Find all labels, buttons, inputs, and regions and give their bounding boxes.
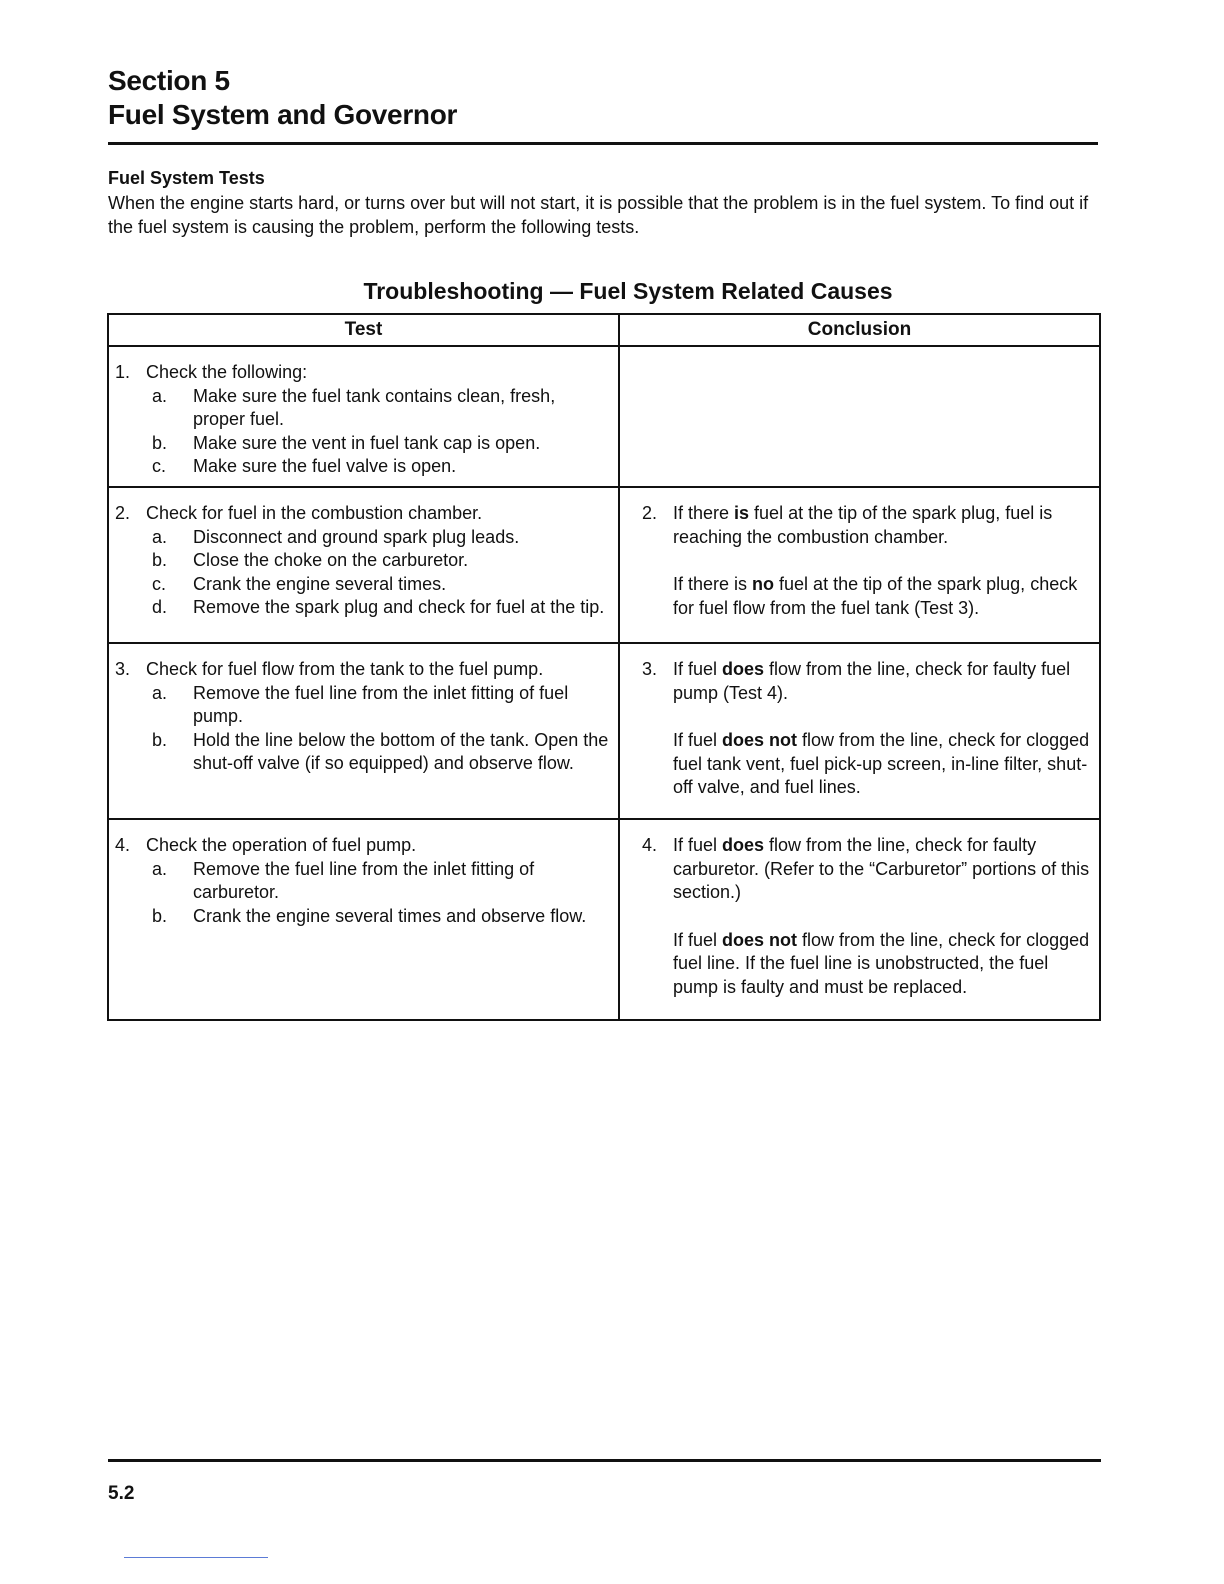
- test-text: Check for fuel flow from the tank to the fuel pump.: [146, 659, 544, 679]
- section-title: Fuel System and Governor: [108, 99, 458, 130]
- test-text: Check the operation of fuel pump.: [146, 835, 417, 855]
- test-subitem: a. Remove the fuel line from the inlet fitting of carburetor.: [152, 858, 535, 902]
- conclusion-paragraph: If there is no fuel at the tip of the spark plug, check for fuel flow from the fuel tank (Test 3).: [673, 574, 1078, 618]
- intro-paragraph: When the engine starts hard, or turns over but will not start, it is possible that the problem is in the fuel system. To find out if the fuel system is causing the problem, perform the following tests.: [108, 193, 1089, 237]
- test-number: 1.: [115, 362, 131, 382]
- test-number: 2.: [115, 503, 131, 523]
- test-text: Check for fuel in the combustion chamber.: [146, 503, 483, 523]
- test-text: Check the following:: [146, 362, 308, 382]
- section-header: [108, 64, 457, 132]
- test-number: 4.: [115, 835, 131, 855]
- test-subitem: b. Hold the line below the bottom of the tank. Open the shut-off valve (if so equipped) and observe flow.: [152, 729, 609, 773]
- test-number: 3.: [115, 659, 131, 679]
- conclusion-number: 4.: [642, 835, 658, 855]
- test-cell: [108, 346, 619, 487]
- conclusion-number: 2.: [642, 503, 658, 523]
- conclusion-cell-empty: [619, 346, 1100, 487]
- page-number: 5.2: [108, 1483, 135, 1504]
- footer-rule: [108, 1459, 1101, 1462]
- test-subitem: a. Disconnect and ground spark plug leads.: [152, 526, 520, 547]
- test-cell: [108, 643, 619, 819]
- test-item: [115, 361, 612, 385]
- test-cell: [108, 819, 619, 1020]
- test-cell: [108, 487, 619, 643]
- test-subitem: b. Close the choke on the carburetor.: [152, 550, 469, 570]
- test-subitem: a. Remove the fuel line from the inlet fitting of fuel pump.: [152, 682, 569, 726]
- test-subitem: d. Remove the spark plug and check for fuel at the tip.: [152, 597, 605, 617]
- conclusion-paragraph: If fuel does flow from the line, check for faulty fuel pump (Test 4).: [673, 659, 1071, 703]
- header-rule: [108, 142, 1098, 145]
- subheading: Fuel System Tests: [108, 168, 265, 188]
- table-row: [108, 643, 1100, 819]
- table-header-row: [108, 314, 1100, 346]
- conclusion-paragraph: If there is fuel at the tip of the spark plug, fuel is reaching the combustion chamber.: [673, 503, 1053, 547]
- header-conclusion: Conclusion: [619, 314, 1100, 346]
- test-subitem: b. Make sure the vent in fuel tank cap is open.: [152, 432, 541, 453]
- conclusion-number: 3.: [642, 659, 658, 679]
- header-test: Test: [108, 314, 619, 346]
- troubleshooting-table: [107, 313, 1101, 1021]
- test-subitem: c. Make sure the fuel valve is open.: [152, 456, 457, 476]
- section-number: Section 5: [108, 65, 230, 96]
- test-subitem: b. Crank the engine several times and observe flow.: [152, 905, 587, 926]
- footer-underline: [124, 1557, 268, 1558]
- table-title: Troubleshooting — Fuel System Related Causes: [363, 278, 893, 304]
- conclusion-paragraph: If fuel does not flow from the line, check for clogged fuel line. If the fuel line is unobstructed, the fuel pump is faulty and must be replaced.: [673, 929, 1090, 997]
- test-subitem: c. Crank the engine several times.: [152, 573, 447, 594]
- test-subitem: a. Make sure the fuel tank contains clean, fresh, proper fuel.: [152, 385, 556, 429]
- conclusion-cell: [619, 487, 1100, 643]
- table-row: [108, 819, 1100, 1020]
- conclusion-paragraph: If fuel does flow from the line, check for faulty carburetor. (Refer to the “Carburetor” portions of this section.): [673, 835, 1090, 902]
- table-row: [108, 346, 1100, 487]
- conclusion-cell: [619, 819, 1100, 1020]
- table-row: [108, 487, 1100, 643]
- conclusion-paragraph: If fuel does not flow from the line, check for clogged fuel tank vent, fuel pick-up screen, in-line filter, shut-off valve, and fuel lines.: [673, 730, 1090, 797]
- conclusion-cell: [619, 643, 1100, 819]
